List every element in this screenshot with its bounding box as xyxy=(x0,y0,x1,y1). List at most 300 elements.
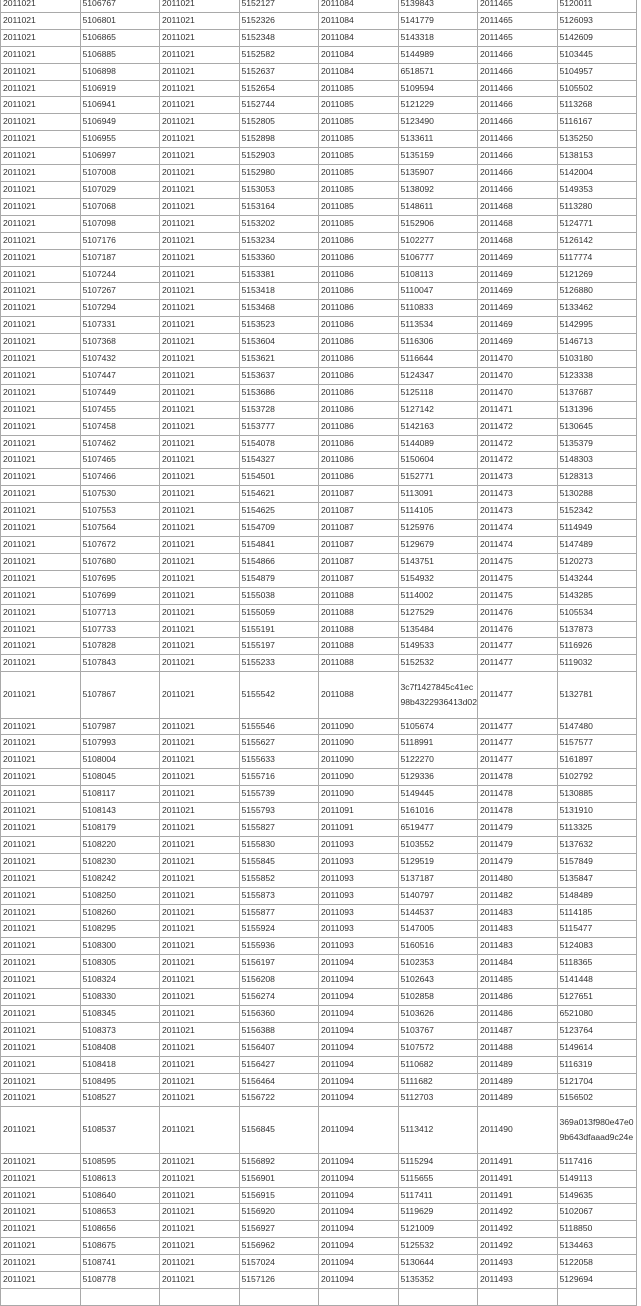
table-row xyxy=(1,955,637,972)
table-cell: 5125118 xyxy=(398,384,478,401)
table-cell: 2011021 xyxy=(160,1153,240,1170)
table-cell: 2011021 xyxy=(160,46,240,63)
table-cell: 2011094 xyxy=(319,1090,399,1107)
table-cell: 5108373 xyxy=(80,1022,160,1039)
table-cell: 5107455 xyxy=(80,401,160,418)
table-cell: 5106955 xyxy=(80,131,160,148)
table-cell: 5152744 xyxy=(239,97,319,114)
table-cell: 2011021 xyxy=(1,1255,81,1272)
table-row xyxy=(1,29,637,46)
table-cell: 5152771 xyxy=(398,469,478,486)
table-row xyxy=(1,655,637,672)
table-cell: 5154932 xyxy=(398,570,478,587)
table-cell: 2011021 xyxy=(1,384,81,401)
table-cell: 2011021 xyxy=(160,921,240,938)
table-cell: 2011465 xyxy=(478,12,558,29)
table-cell: 5108324 xyxy=(80,972,160,989)
table-cell: 2011021 xyxy=(160,752,240,769)
table-cell: 5106767 xyxy=(80,0,160,12)
table-cell: 5129519 xyxy=(398,853,478,870)
table-cell: 5135352 xyxy=(398,1272,478,1289)
table-cell: 5114105 xyxy=(398,503,478,520)
table-cell: 2011094 xyxy=(319,1238,399,1255)
table-cell: 2011021 xyxy=(1,1170,81,1187)
table-cell: 2011492 xyxy=(478,1238,558,1255)
table-cell: 5152654 xyxy=(239,80,319,97)
table-cell: 2011021 xyxy=(1,972,81,989)
table-cell: 2011021 xyxy=(1,215,81,232)
table-cell: 2011479 xyxy=(478,853,558,870)
table-cell: 5155059 xyxy=(239,604,319,621)
table-row xyxy=(1,904,637,921)
table-row xyxy=(1,249,637,266)
table-row xyxy=(1,1170,637,1187)
table-cell: 5108260 xyxy=(80,904,160,921)
table-cell: 2011021 xyxy=(160,198,240,215)
table-row xyxy=(1,735,637,752)
table-cell: 5113268 xyxy=(557,97,637,114)
table-cell: 5106941 xyxy=(80,97,160,114)
table-cell: 2011021 xyxy=(160,452,240,469)
table-row xyxy=(1,520,637,537)
table-cell: 5156502 xyxy=(557,1090,637,1107)
table-cell: 2011473 xyxy=(478,503,558,520)
table-cell: 5125532 xyxy=(398,1238,478,1255)
table-cell: 2011466 xyxy=(478,97,558,114)
table-cell: 2011021 xyxy=(1,114,81,131)
table-cell: 5116167 xyxy=(557,114,637,131)
table-cell: 5113091 xyxy=(398,486,478,503)
table-cell: 5107553 xyxy=(80,503,160,520)
table-cell: 2011093 xyxy=(319,870,399,887)
table-cell: 5108113 xyxy=(398,266,478,283)
table-cell: 5135159 xyxy=(398,148,478,165)
table-cell: 5154625 xyxy=(239,503,319,520)
table-cell: 2011021 xyxy=(160,553,240,570)
table-cell: 5106885 xyxy=(80,46,160,63)
table-cell: 5122270 xyxy=(398,752,478,769)
table-cell: 5106997 xyxy=(80,148,160,165)
table-cell: 5152637 xyxy=(239,63,319,80)
table-row xyxy=(1,1005,637,1022)
table-cell: 5109594 xyxy=(398,80,478,97)
table-cell: 5144089 xyxy=(398,435,478,452)
table-cell: 5108613 xyxy=(80,1170,160,1187)
table-cell: 2011483 xyxy=(478,921,558,938)
table-cell: 2011086 xyxy=(319,334,399,351)
table-cell: 2011021 xyxy=(160,853,240,870)
table-cell: 2011086 xyxy=(319,232,399,249)
table-cell: 2011021 xyxy=(1,621,81,638)
table-cell: 2011021 xyxy=(160,735,240,752)
table-row xyxy=(1,1204,637,1221)
table-cell: 5143285 xyxy=(557,587,637,604)
table-cell: 2011021 xyxy=(160,1039,240,1056)
table-row xyxy=(1,148,637,165)
table-row xyxy=(1,769,637,786)
table-cell: 5155542 xyxy=(239,672,319,718)
table-cell: 2011021 xyxy=(160,1238,240,1255)
table-row xyxy=(1,435,637,452)
table-cell: 2011468 xyxy=(478,215,558,232)
table-row xyxy=(1,1107,637,1153)
table-cell: 5108527 xyxy=(80,1090,160,1107)
table-row xyxy=(1,972,637,989)
table-cell: 2011021 xyxy=(1,452,81,469)
table-cell: 2011021 xyxy=(160,29,240,46)
table-cell: 5123764 xyxy=(557,1022,637,1039)
table-cell: 5137632 xyxy=(557,836,637,853)
table-cell: 2011486 xyxy=(478,1005,558,1022)
table-row xyxy=(1,1022,637,1039)
table-row xyxy=(1,181,637,198)
table-cell: 5155936 xyxy=(239,938,319,955)
table-cell: 2011469 xyxy=(478,266,558,283)
table-cell: 2011489 xyxy=(478,1056,558,1073)
table-cell: 5132781 xyxy=(557,672,637,718)
table-cell: 2011087 xyxy=(319,570,399,587)
table-row xyxy=(1,63,637,80)
table-row xyxy=(1,887,637,904)
table-cell: 2011094 xyxy=(319,1056,399,1073)
table-cell: 369a013f980e47e09b643dfaaad9c24e xyxy=(557,1107,637,1153)
table-cell: 5149445 xyxy=(398,786,478,803)
table-cell: 5102858 xyxy=(398,989,478,1006)
table-cell: 5124083 xyxy=(557,938,637,955)
table-cell: 5142004 xyxy=(557,165,637,182)
table-cell: 5120273 xyxy=(557,553,637,570)
table-cell: 2011021 xyxy=(160,819,240,836)
table-cell: 5107029 xyxy=(80,181,160,198)
table-cell: 5160516 xyxy=(398,938,478,955)
table-cell: 2011021 xyxy=(160,114,240,131)
table-cell: 2011021 xyxy=(1,570,81,587)
table-cell: 5108242 xyxy=(80,870,160,887)
table-cell: 5133462 xyxy=(557,300,637,317)
table-cell: 2011021 xyxy=(1,520,81,537)
table-cell: 2011094 xyxy=(319,1204,399,1221)
table-cell: 2011090 xyxy=(319,735,399,752)
table-cell: 2011479 xyxy=(478,836,558,853)
table-cell: 2011021 xyxy=(160,537,240,554)
table-row xyxy=(1,486,637,503)
table-cell: 2011086 xyxy=(319,300,399,317)
table-cell: 5105534 xyxy=(557,604,637,621)
table-cell: 5119032 xyxy=(557,655,637,672)
table-cell: 2011021 xyxy=(160,384,240,401)
table-cell: 2011086 xyxy=(319,384,399,401)
table-row xyxy=(1,1153,637,1170)
table-row xyxy=(1,452,637,469)
table-cell: 2011021 xyxy=(160,604,240,621)
table-cell: 2011477 xyxy=(478,735,558,752)
table-cell: 5153686 xyxy=(239,384,319,401)
table-cell: 5124771 xyxy=(557,215,637,232)
table-row xyxy=(1,989,637,1006)
table-cell: 2011021 xyxy=(160,786,240,803)
table-cell: 2011471 xyxy=(478,401,558,418)
table-row xyxy=(1,1272,637,1289)
table-cell: 5134463 xyxy=(557,1238,637,1255)
table-cell: 5155924 xyxy=(239,921,319,938)
table-cell: 2011094 xyxy=(319,1153,399,1170)
table-cell: 2011473 xyxy=(478,469,558,486)
table-cell: 5155716 xyxy=(239,769,319,786)
table-cell: 5119629 xyxy=(398,1204,478,1221)
table-cell: 2011021 xyxy=(1,266,81,283)
table-cell: 2011021 xyxy=(1,921,81,938)
table-cell: 2011088 xyxy=(319,621,399,638)
table-row xyxy=(1,1073,637,1090)
table-row xyxy=(1,97,637,114)
table-cell: 5107867 xyxy=(80,672,160,718)
table-cell xyxy=(80,1288,160,1305)
table-cell: 5153164 xyxy=(239,198,319,215)
table-cell: 5141779 xyxy=(398,12,478,29)
table-cell: 5154866 xyxy=(239,553,319,570)
table-cell: 2011021 xyxy=(1,1153,81,1170)
table-cell: 2011021 xyxy=(160,638,240,655)
table-cell: 2011021 xyxy=(1,938,81,955)
table-cell: 2011086 xyxy=(319,367,399,384)
table-cell: 2011094 xyxy=(319,1073,399,1090)
table-row xyxy=(1,0,637,12)
table-cell: 5153637 xyxy=(239,367,319,384)
table-cell: 2011085 xyxy=(319,198,399,215)
table-row xyxy=(1,587,637,604)
table-row xyxy=(1,819,637,836)
table-cell: 5155038 xyxy=(239,587,319,604)
table-cell: 2011021 xyxy=(1,334,81,351)
table-cell: 2011465 xyxy=(478,0,558,12)
table-row xyxy=(1,672,637,718)
table-cell: 2011090 xyxy=(319,718,399,735)
table-cell: 2011094 xyxy=(319,1022,399,1039)
table-cell: 2011487 xyxy=(478,1022,558,1039)
table-cell: 5127651 xyxy=(557,989,637,1006)
table-cell: 5108656 xyxy=(80,1221,160,1238)
table-row xyxy=(1,1056,637,1073)
table-row xyxy=(1,503,637,520)
table-cell: 5148611 xyxy=(398,198,478,215)
table-cell: 2011088 xyxy=(319,655,399,672)
table-cell: 5155793 xyxy=(239,803,319,820)
table-cell: 2011021 xyxy=(160,836,240,853)
table-cell: 2011085 xyxy=(319,215,399,232)
table-cell: 2011087 xyxy=(319,553,399,570)
table-cell: 2011021 xyxy=(1,249,81,266)
table-cell: 2011021 xyxy=(160,401,240,418)
table-cell xyxy=(160,1288,240,1305)
table-cell: 2011085 xyxy=(319,148,399,165)
table-cell: 2011021 xyxy=(1,1238,81,1255)
table-cell: 5149533 xyxy=(398,638,478,655)
table-cell: 5120011 xyxy=(557,0,637,12)
table-row xyxy=(1,621,637,638)
table-cell: 5154078 xyxy=(239,435,319,452)
table-cell: 5107564 xyxy=(80,520,160,537)
table-cell: 5107098 xyxy=(80,215,160,232)
table-cell: 2011466 xyxy=(478,114,558,131)
table-cell: 2011021 xyxy=(160,1255,240,1272)
table-cell: 5115294 xyxy=(398,1153,478,1170)
table-cell: 2011021 xyxy=(1,553,81,570)
table-cell: 5121269 xyxy=(557,266,637,283)
table-cell: 5104957 xyxy=(557,63,637,80)
table-cell: 5102643 xyxy=(398,972,478,989)
table-cell: 2011477 xyxy=(478,672,558,718)
table-cell: 5103767 xyxy=(398,1022,478,1039)
table-cell: 2011021 xyxy=(160,181,240,198)
table-cell: 2011093 xyxy=(319,938,399,955)
table-cell: 2011021 xyxy=(160,1272,240,1289)
table-cell: 5130288 xyxy=(557,486,637,503)
table-cell: 5153728 xyxy=(239,401,319,418)
table-row xyxy=(1,300,637,317)
table-cell: 5117774 xyxy=(557,249,637,266)
table-cell: 2011084 xyxy=(319,63,399,80)
table-cell xyxy=(1,1288,81,1305)
table-cell: 5103626 xyxy=(398,1005,478,1022)
table-cell: 5126093 xyxy=(557,12,637,29)
table-cell: 5116319 xyxy=(557,1056,637,1073)
table-cell: 5106919 xyxy=(80,80,160,97)
table-row xyxy=(1,938,637,955)
table-cell: 2011021 xyxy=(1,537,81,554)
table-cell: 2011021 xyxy=(1,1221,81,1238)
table-cell: 2011021 xyxy=(1,587,81,604)
table-cell: 2011021 xyxy=(160,97,240,114)
table-cell: 5118365 xyxy=(557,955,637,972)
table-cell: 5154501 xyxy=(239,469,319,486)
table-cell: 5156892 xyxy=(239,1153,319,1170)
table-cell: 2011021 xyxy=(1,904,81,921)
table-row xyxy=(1,165,637,182)
table-cell: 5155877 xyxy=(239,904,319,921)
table-cell: 2011021 xyxy=(160,1170,240,1187)
table-cell: 2011021 xyxy=(1,735,81,752)
table-cell: 5117411 xyxy=(398,1187,478,1204)
table-cell: 5143244 xyxy=(557,570,637,587)
table-cell: 2011021 xyxy=(160,215,240,232)
table-cell: 2011091 xyxy=(319,819,399,836)
table-cell: 2011477 xyxy=(478,718,558,735)
table-cell: 2011088 xyxy=(319,638,399,655)
table-row xyxy=(1,1288,637,1305)
table-cell: 2011094 xyxy=(319,1272,399,1289)
table-cell: 5107294 xyxy=(80,300,160,317)
table-cell: 5127142 xyxy=(398,401,478,418)
table-cell: 5154327 xyxy=(239,452,319,469)
table-cell: 2011021 xyxy=(160,769,240,786)
table-cell: 2011021 xyxy=(160,520,240,537)
table-cell: 5116926 xyxy=(557,638,637,655)
table-cell: 5156197 xyxy=(239,955,319,972)
table-cell: 5116644 xyxy=(398,351,478,368)
table-cell: 5107733 xyxy=(80,621,160,638)
table-cell: 2011021 xyxy=(160,972,240,989)
table-cell: 5117416 xyxy=(557,1153,637,1170)
table-cell: 5123490 xyxy=(398,114,478,131)
table-cell: 5155546 xyxy=(239,718,319,735)
table-cell: 5111682 xyxy=(398,1073,478,1090)
table-cell: 5115477 xyxy=(557,921,637,938)
table-cell: 5156464 xyxy=(239,1073,319,1090)
table-cell: 5125976 xyxy=(398,520,478,537)
table-cell: 2011485 xyxy=(478,972,558,989)
table-cell: 2011021 xyxy=(160,486,240,503)
table-row xyxy=(1,351,637,368)
table-cell: 2011476 xyxy=(478,621,558,638)
table-cell: 5108300 xyxy=(80,938,160,955)
table-cell: 5144989 xyxy=(398,46,478,63)
table-cell: 2011021 xyxy=(1,63,81,80)
table-cell: 2011084 xyxy=(319,0,399,12)
table-cell: 5156901 xyxy=(239,1170,319,1187)
table-cell: 5107331 xyxy=(80,317,160,334)
table-cell: 2011479 xyxy=(478,819,558,836)
table-cell: 2011480 xyxy=(478,870,558,887)
table-cell: 2011466 xyxy=(478,46,558,63)
table-cell: 5118991 xyxy=(398,735,478,752)
table-cell: 5154709 xyxy=(239,520,319,537)
table-cell: 5114185 xyxy=(557,904,637,921)
table-cell: 5108640 xyxy=(80,1187,160,1204)
table-cell: 5107699 xyxy=(80,587,160,604)
table-cell: 2011021 xyxy=(160,435,240,452)
table-cell: 5161897 xyxy=(557,752,637,769)
table-cell: 5141448 xyxy=(557,972,637,989)
table-cell: 2011021 xyxy=(160,351,240,368)
table-cell: 5138092 xyxy=(398,181,478,198)
table-cell: 5108230 xyxy=(80,853,160,870)
table-cell: 5107993 xyxy=(80,735,160,752)
table-cell: 2011021 xyxy=(1,469,81,486)
table-cell: 2011469 xyxy=(478,283,558,300)
table-row xyxy=(1,334,637,351)
table-cell: 2011021 xyxy=(1,803,81,820)
table-cell: 6519477 xyxy=(398,819,478,836)
table-cell: 5106898 xyxy=(80,63,160,80)
table-cell: 2011489 xyxy=(478,1090,558,1107)
table-cell: 5155627 xyxy=(239,735,319,752)
table-cell: 5133611 xyxy=(398,131,478,148)
table-cell: 5105674 xyxy=(398,718,478,735)
table-cell: 5129679 xyxy=(398,537,478,554)
table-cell: 2011086 xyxy=(319,435,399,452)
table-cell: 5156360 xyxy=(239,1005,319,1022)
table-cell: 2011088 xyxy=(319,604,399,621)
table-cell: 2011085 xyxy=(319,181,399,198)
table-cell: 2011021 xyxy=(160,887,240,904)
table-cell: 2011021 xyxy=(160,718,240,735)
table-cell: 2011021 xyxy=(160,367,240,384)
table-cell: 5110833 xyxy=(398,300,478,317)
table-cell: 2011478 xyxy=(478,769,558,786)
table-cell: 2011021 xyxy=(1,1073,81,1090)
table-cell: 5108675 xyxy=(80,1238,160,1255)
table-cell: 2011094 xyxy=(319,972,399,989)
table-cell: 5153418 xyxy=(239,283,319,300)
table-row xyxy=(1,283,637,300)
table-cell: 2011493 xyxy=(478,1255,558,1272)
table-cell: 2011021 xyxy=(160,232,240,249)
table-cell xyxy=(557,1288,637,1305)
table-row xyxy=(1,469,637,486)
table-cell: 5152906 xyxy=(398,215,478,232)
table-cell: 5108595 xyxy=(80,1153,160,1170)
table-row xyxy=(1,604,637,621)
